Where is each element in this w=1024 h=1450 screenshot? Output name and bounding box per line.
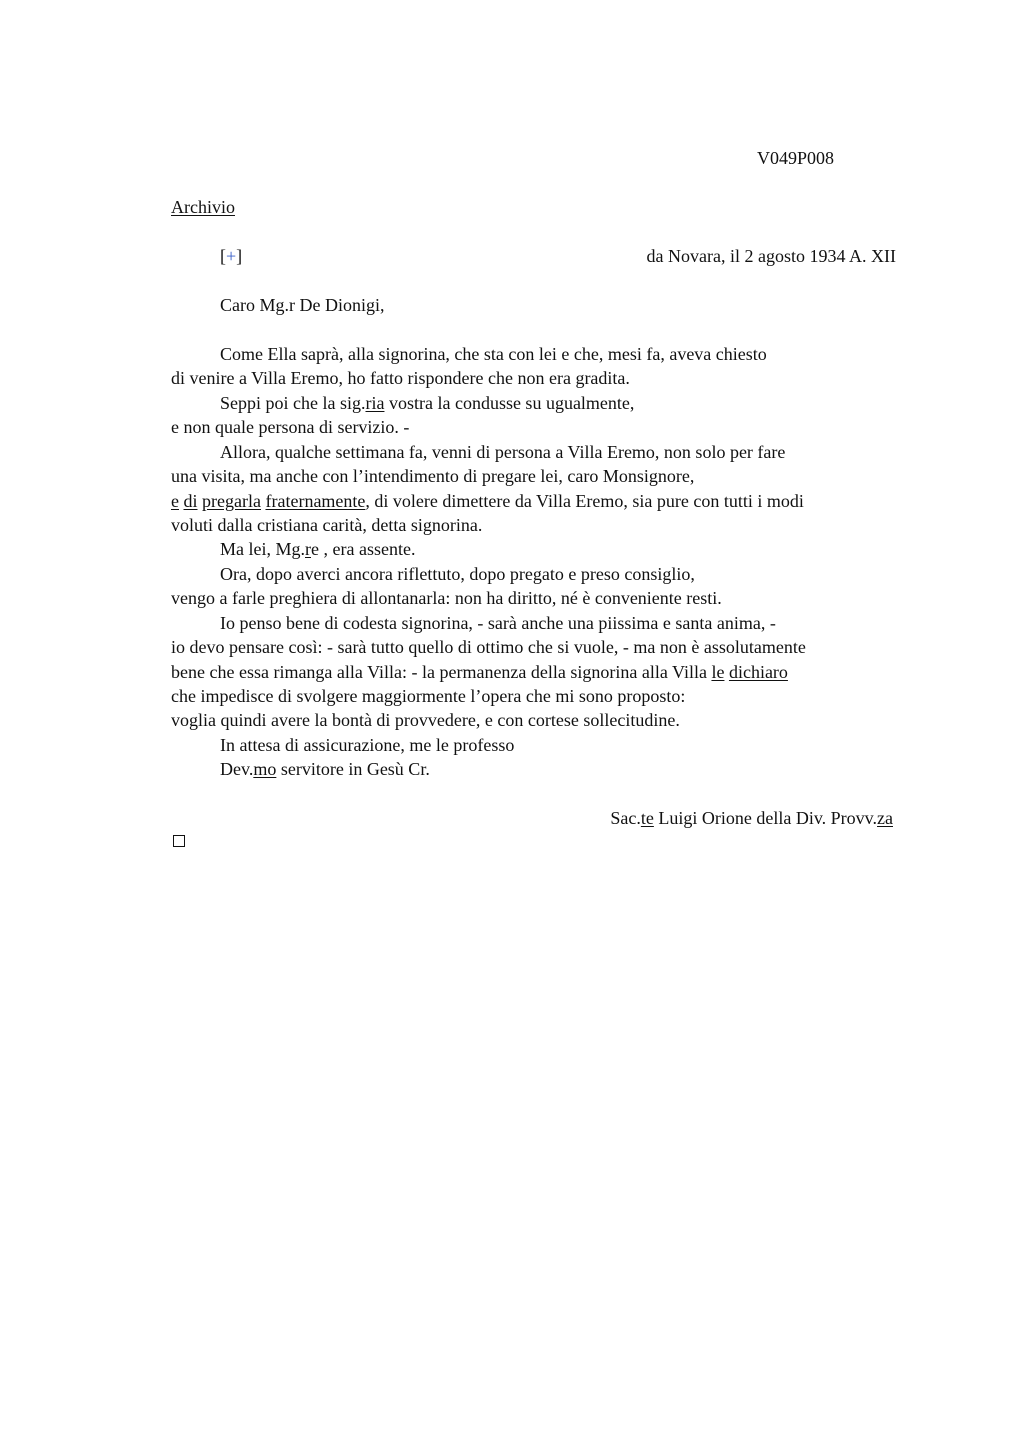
closing-line: In attesa di assicurazione, me le professo [220,735,515,755]
body-line: e non quale persona di servizio. - [171,417,410,437]
body-line: vengo a farle preghiera di allontanarla: non ha diritto, né è conveniente resti. [171,588,722,608]
body-line: io devo pensare così: - sarà tutto quello di ottimo che si vuole, - ma non è assolutamente [171,637,806,657]
body-text: vostra la condusse su ugualmente, [384,393,635,413]
cross-bracket-open: [ [220,246,226,266]
body-line: una visita, ma anche con l’intendimento di pregare lei, caro Monsignore, [171,466,695,486]
body-text: bene che essa rimanga alla Villa: - la permanenza della signorina alla Villa [171,662,712,682]
body-line [171,490,804,512]
underlined-abbreviation: te [640,808,654,828]
body-line: che impedisce di svolgere maggiormente l’opera che mi sono proposto: [171,686,686,706]
body-text: Seppi poi che la sig. [220,393,366,413]
body-line: Ora, dopo averci ancora riflettuto, dopo pregato e preso consiglio, [220,564,695,584]
body-line [171,661,788,683]
body-line: Come Ella saprà, alla signorina, che sta con lei e che, mesi fa, aveva chiesto [220,344,767,364]
underlined-abbreviation: mo [253,759,277,779]
body-text: Ma lei, Mg. [220,539,305,559]
body-line: di venire a Villa Eremo, ho fatto rispondere che non era gradita. [171,368,630,388]
body-text: servitore in Gesù Cr. [276,759,430,779]
signature-text: Sac. [610,808,641,828]
body-line: Io penso bene di codesta signorina, - sarà anche una piissima e santa anima, - [220,613,776,633]
body-line: Allora, qualche settimana fa, venni di persona a Villa Eremo, non solo per fare [220,442,786,462]
body-text: , di volere dimettere da Villa Eremo, sia pure con tutti i modi [365,491,804,511]
archive-label: Archivio [171,197,235,217]
body-line: voglia quindi avere la bontà di provvedere, e con cortese sollecitudine. [171,710,680,730]
underlined-word: dichiaro [728,662,788,682]
underlined-word: le [711,662,725,682]
underlined-word: di [183,491,198,511]
underlined-abbreviation: r [305,539,311,559]
underlined-word: e [171,491,179,511]
end-marker-box-icon [173,835,185,847]
underlined-word: pregarla [202,491,261,511]
cross-bracket-close: ] [236,246,243,266]
body-text: Dev. [220,759,254,779]
body-line: voluti dalla cristiana carità, detta signorina. [171,515,483,535]
signature [610,807,893,829]
underlined-word: fraternamente [265,491,366,511]
cross-icon: + [226,246,237,266]
closing-line [220,758,430,780]
document-code: V049P008 [757,148,835,168]
place-date: da Novara, il 2 agosto 1934 A. XII [646,246,896,266]
underlined-abbreviation: za [877,808,893,828]
body-text: e , era assente. [311,539,416,559]
signature-text: Luigi Orione della Div. Provv. [653,808,878,828]
underlined-abbreviation: ria [365,393,385,413]
body-line [220,392,634,414]
salutation: Caro Mg.r De Dionigi, [220,295,385,315]
body-line [220,538,415,560]
cross-mark [220,245,242,267]
